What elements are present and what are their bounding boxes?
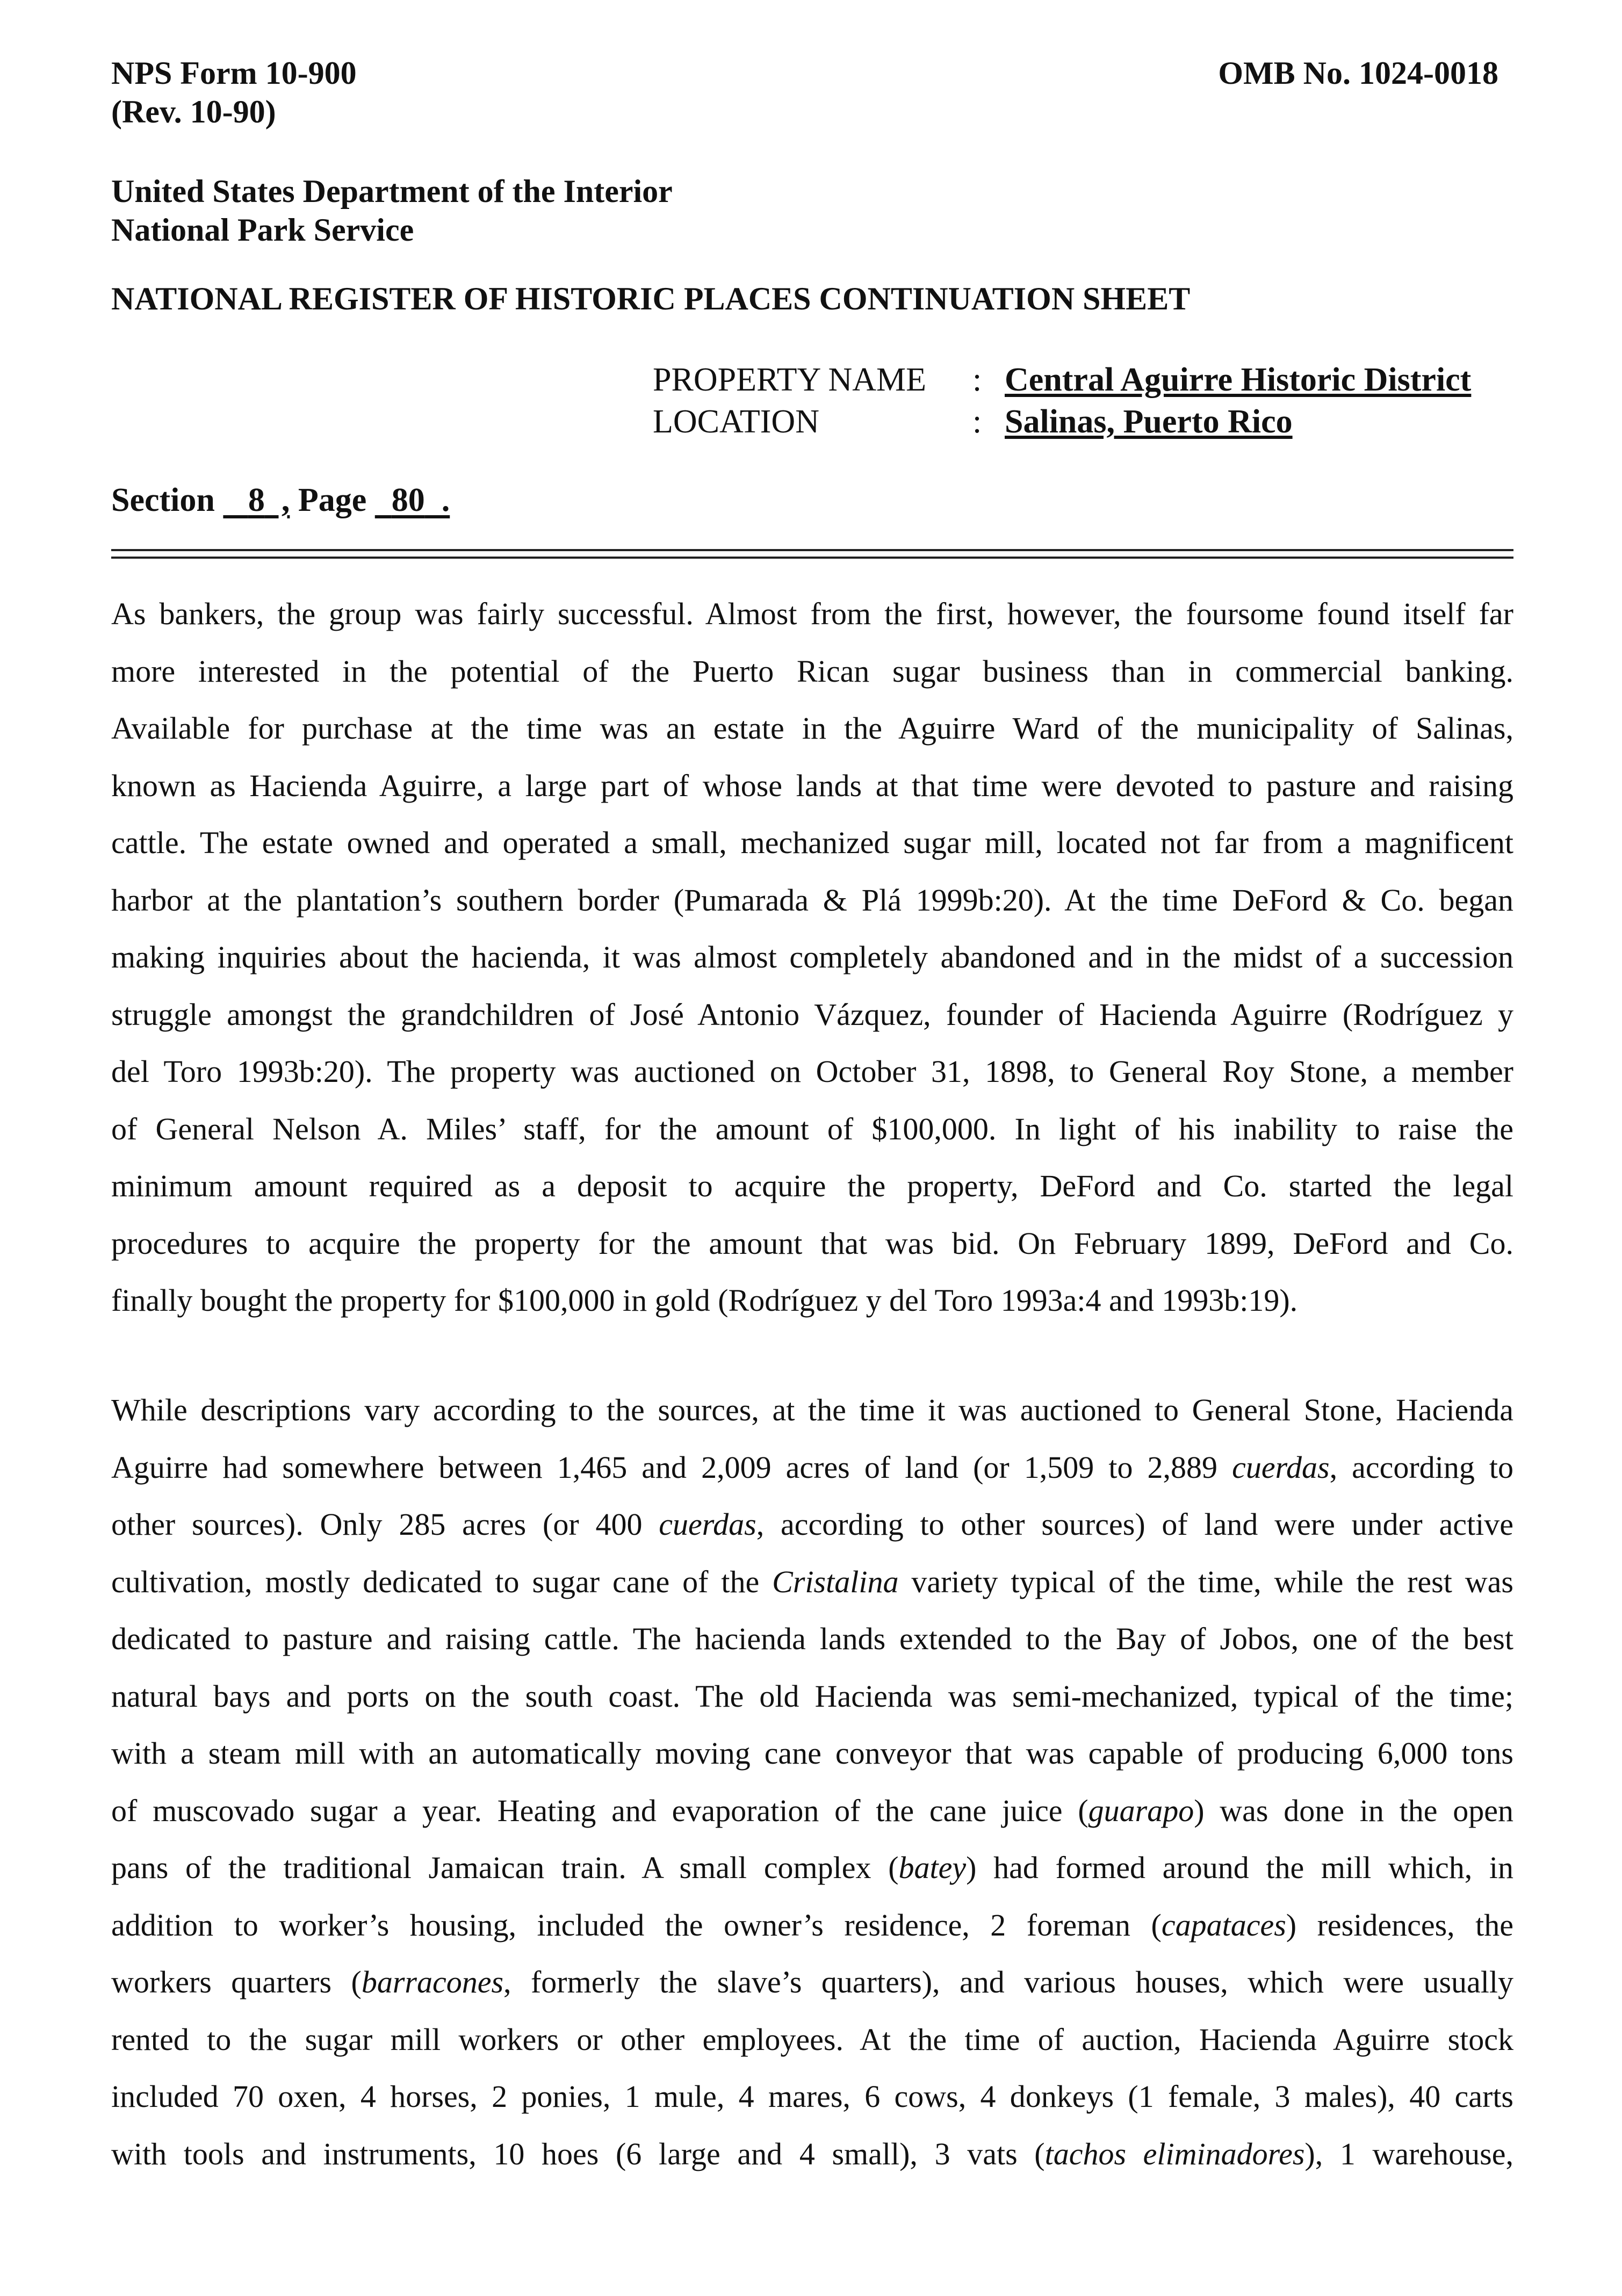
page-number: 80 (391, 482, 425, 518)
body-paragraph-1 (111, 586, 1513, 1330)
text-line: with a steam mill with an automatically moving cane conveyor that was capable of producing 6,000 tons (111, 1736, 1513, 1771)
text-line: making inquiries about the hacienda, it was almost completely abandoned and in the midst of a succession (111, 940, 1513, 974)
text-line: more interested in the potential of the Puerto Rican sugar business than in commercial banking. (111, 653, 1513, 689)
italic-term: cuerdas (1232, 1449, 1330, 1485)
italic-term: guarapo (1088, 1793, 1194, 1828)
text-line: known as Hacienda Aguirre, a large part of whose lands at that time were devoted to pasture and raising (111, 768, 1513, 803)
header-divider-top (111, 549, 1513, 551)
text-line: addition to worker’s housing, included the owner’s residence, 2 foreman (capataces) residences, the (111, 1907, 1513, 1943)
form-identifier (111, 54, 357, 131)
text-line: other sources). Only 285 acres (or 400 cuerdas, according to other sources) of land were under active (111, 1507, 1513, 1542)
text-line: struggle amongst the grandchildren of José Antonio Vázquez, founder of Hacienda Aguirre (Rodríguez y (111, 997, 1513, 1032)
property-name-row (653, 359, 1471, 401)
text-line: of General Nelson A. Miles’ staff, for the amount of $100,000. In light of his inability to raise the (111, 1111, 1513, 1146)
section-number: 8 (248, 482, 265, 518)
location-label: LOCATION (653, 403, 819, 440)
text-line: procedures to acquire the property for the amount that was bid. On February 1899, DeFord and Co. (111, 1225, 1513, 1261)
italic-term: Cristalina (772, 1564, 899, 1599)
property-name-label: PROPERTY NAME (653, 362, 926, 398)
italic-term: cuerdas (659, 1507, 756, 1542)
text-line: with tools and instruments, 10 hoes (6 large and 4 small), 3 vats (tachos eliminadores), 1 warehouse, (111, 2136, 1513, 2171)
text-line: dedicated to pasture and raising cattle. The hacienda lands extended to the Bay of Jobos, one of the best (111, 1621, 1513, 1656)
form-number: NPS Form 10-900 (111, 55, 357, 91)
text-line: cultivation, mostly dedicated to sugar cane of the Cristalina variety typical of the time, while the rest was (111, 1564, 1513, 1599)
location-value: Salinas, Puerto Rico (1005, 403, 1293, 440)
text-line: workers quarters (barracones, formerly the slave’s quarters), and various houses, which were usually (111, 1965, 1513, 1999)
sheet-title: NATIONAL REGISTER OF HISTORIC PLACES CONTINUATION SHEET (111, 281, 1191, 316)
text-line: Aguirre had somewhere between 1,465 and 2,009 acres of land (or 1,509 to 2,889 cuerdas, according to (111, 1449, 1513, 1485)
property-name-colon: : (972, 362, 982, 398)
form-revision: (Rev. 10-90) (111, 94, 276, 129)
italic-term: capataces (1161, 1907, 1286, 1943)
property-name-value: Central Aguirre Historic District (1005, 362, 1472, 398)
text-line: harbor at the plantation’s southern border (Pumarada & Plá 1999b:20). At the time DeFord & Co. began (111, 882, 1513, 918)
text-line: rented to the sugar mill workers or other employees. At the time of auction, Hacienda Aguirre stock (111, 2021, 1513, 2057)
body-paragraph-2 (111, 1382, 1513, 2183)
text-line: natural bays and ports on the south coast. The old Hacienda was semi-mechanized, typical of the time; (111, 1678, 1513, 1714)
text-line: While descriptions vary according to the sources, at the time it was auctioned to General Stone, Hacienda (111, 1392, 1513, 1427)
text-line: of muscovado sugar a year. Heating and evaporation of the cane juice (guarapo) was done in the open (111, 1793, 1513, 1828)
section-number-blank: 8 , (248, 482, 290, 518)
italic-term: barracones (361, 1965, 504, 1999)
header-divider-bottom (111, 557, 1513, 559)
text-line: included 70 oxen, 4 horses, 2 ponies, 1 mule, 4 mares, 6 cows, 4 donkeys (1 female, 3 males), 40 carts (111, 2079, 1513, 2114)
text-line: finally bought the property for $100,000 in gold (Rodríguez y del Toro 1993a:4 and 1993b:19). (111, 1283, 1298, 1318)
text-line: Available for purchase at the time was an estate in the Aguirre Ward of the municipality of Salinas, (111, 711, 1513, 746)
italic-term: batey (898, 1850, 967, 1885)
omb-number: OMB No. 1024-0018 (1218, 55, 1498, 91)
property-block (653, 359, 1471, 443)
location-colon: : (972, 403, 982, 440)
department-name: United States Department of the Interior (111, 174, 673, 209)
section-page-line (111, 479, 450, 521)
text-line: pans of the traditional Jamaican train. A small complex (batey) had formed around the mill which, in (111, 1850, 1513, 1885)
text-line: cattle. The estate owned and operated a small, mechanized sugar mill, located not far from a magnificent (111, 825, 1513, 860)
page-label: Page (298, 482, 367, 518)
page-number-blank: 80 . (391, 482, 450, 518)
text-line: minimum amount required as a deposit to acquire the property, DeFord and Co. started the legal (111, 1168, 1513, 1203)
agency-block (111, 172, 673, 249)
section-label: Section (111, 482, 215, 518)
text-line: As bankers, the group was fairly successful. Almost from the first, however, the foursome found itself far (111, 596, 1513, 631)
italic-term: tachos eliminadores (1044, 2136, 1305, 2171)
location-row (653, 401, 1471, 443)
text-line: del Toro 1993b:20). The property was auctioned on October 31, 1898, to General Roy Stone, a member (111, 1054, 1513, 1089)
service-name: National Park Service (111, 212, 414, 248)
